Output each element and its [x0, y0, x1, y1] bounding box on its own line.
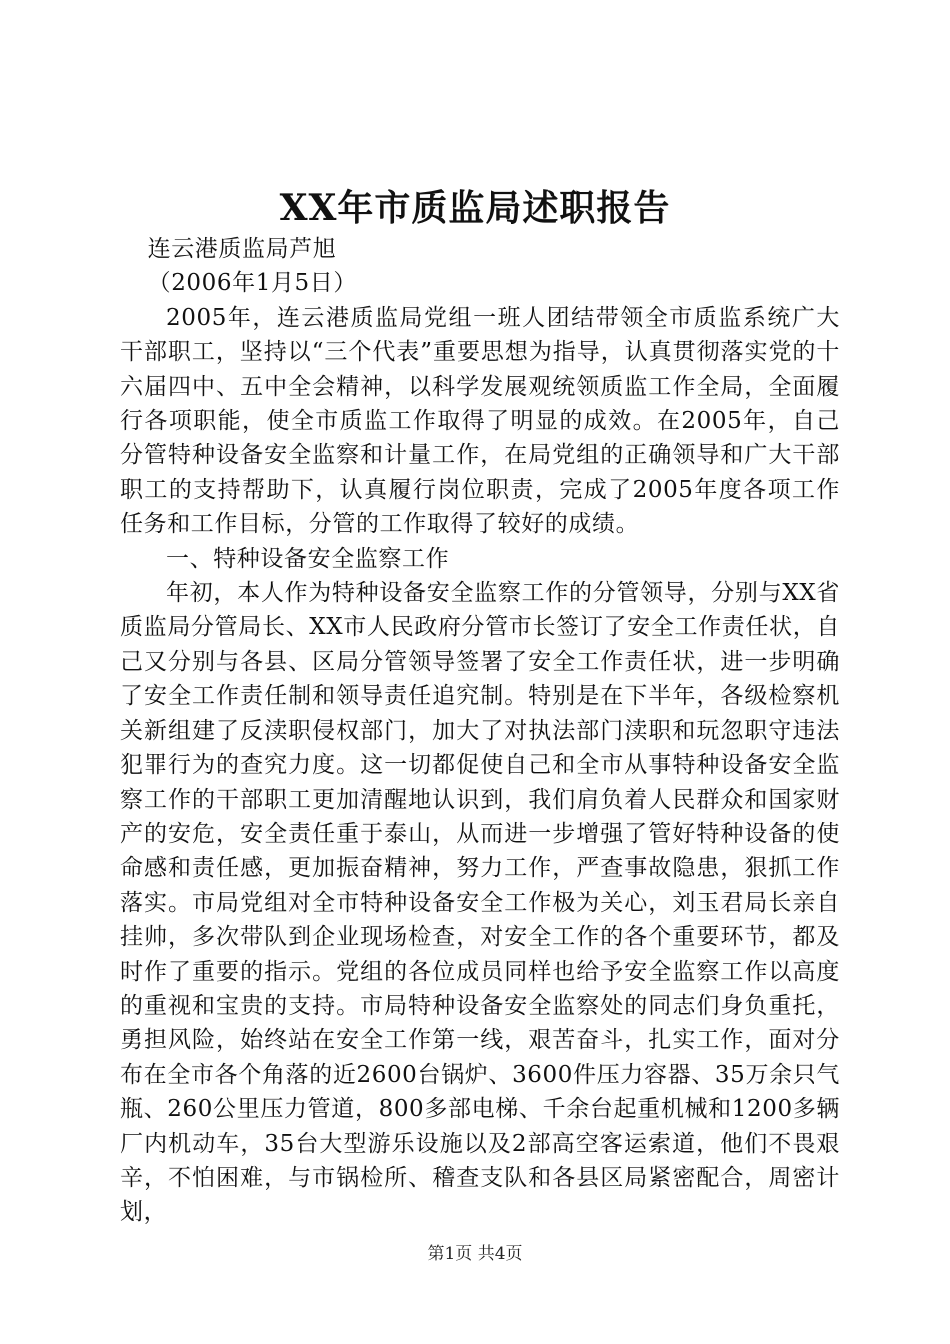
section-heading: 一、特种设备安全监察工作	[166, 545, 450, 572]
paragraph-section-1: 年初，本人作为特种设备安全监察工作的分管领导，分别与XX省质监局分管局长、XX市人民政府分管市长签订了安全工作责任状，自己又分别与各县、区局分管领导签署了安全工作责任状，进一步明确了安全工作责任制和领导责任追究制。特别是在下半年，各级检察机关新组建了反渎职侵权部门，加大了对执法部门渎职和玩忽职守违法犯罪行为的查究力度。这一切都促使自己和全市从事特种设备安全监察工作的干部职工更加清醒地认识到，我们肩负着人民群众和国家财产的安危，安全责任重于泰山，从而进一步增强了管好特种设备的使命感和责任感，更加振奋精神，努力工作，严查事故隐患，狠抓工作落实。市局党组对全市特种设备安全工作极为关心，刘玉君局长亲自挂帅，多次带队到企业现场检查，对安全工作的各个重要环节，都及时作了重要的指示。党组的各位成员同样也给予安全监察工作以高度的重视和宝贵的支持。市局特种设备安全监察处的同志们身负重托，勇担风险，始终站在安全工作第一线，艰苦奋斗，扎实工作，面对分布在全市各个角落的近2600台锅炉、3600件压力容器、35万余只气瓶、260公里压力管道，800多部电梯、千余台起重机械和1200多辆厂内机动车，35台大型游乐设施以及2部高空客运索道，他们不畏艰辛，不怕困难，与市锅检所、稽查支队和各县区局紧密配合，周密计划，	[120, 580, 840, 1226]
page-title: XX年市质监局述职报告	[279, 187, 671, 229]
paragraph-intro: 2005年，连云港质监局党组一班人团结带领全市质监系统广大干部职工，坚持以“三个代表”重要思想为指导，认真贯彻落实党的十六届四中、五中全会精神，以科学发展观统领质监工作全局，全面履行各项职能，使全市质监工作取得了明显的成效。在2005年，自己分管特种设备安全监察和计量工作，在局党组的正确领导和广大干部职工的支持帮助下，认真履行岗位职责，完成了2005年度各项工作任务和工作目标，分管的工作取得了较好的成绩。	[120, 304, 840, 538]
author-line: 连云港质监局芦旭	[147, 236, 337, 262]
date-line: （2006年1月5日）	[147, 270, 357, 297]
document-body	[120, 232, 840, 1230]
page-footer: 第1页 共4页	[427, 1244, 523, 1264]
